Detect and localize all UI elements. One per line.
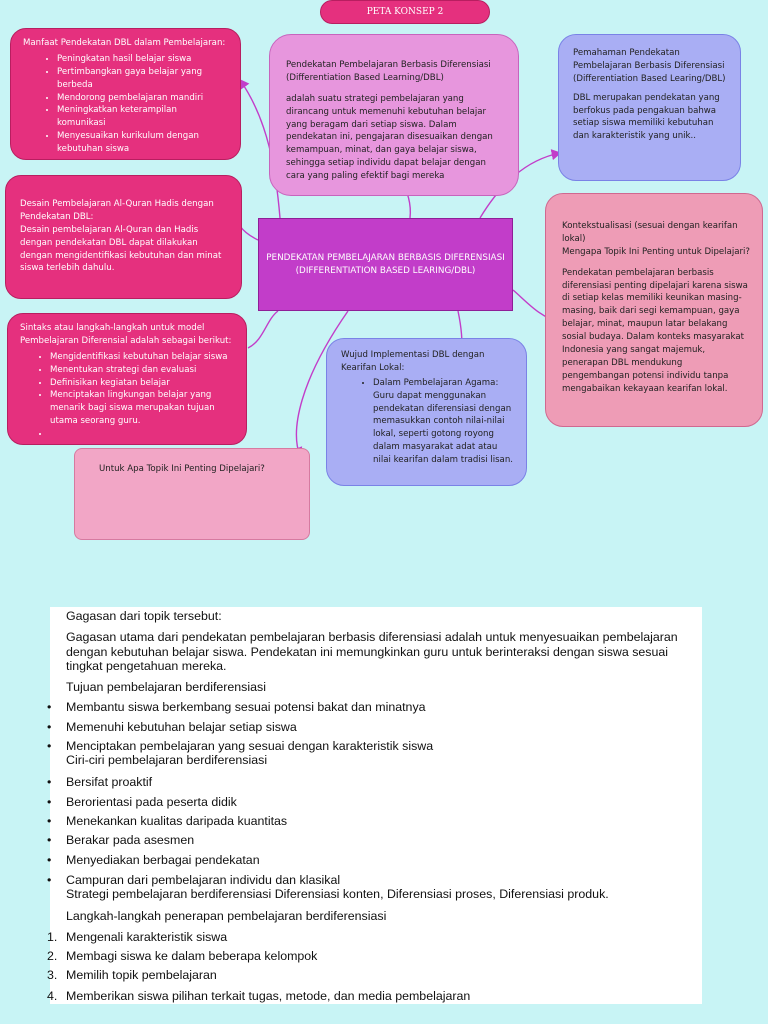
kontekstualisasi-heading: Kontekstualisasi (sesuai dengan kearifan lokal) [562,221,738,244]
desain-body: Desain pembelajaran Al-Quran dan Hadis dengan pendekatan DBL dapat dilakukan dengan mengidentifikasi kebutuhan dan minat siswa terlebih dahulu. [20,224,222,274]
list-item: • Pertimbangkan gaya belajar yang berbeda [57,66,228,92]
list-item: Menyediakan berbagai pendekatan [66,853,260,867]
kontekstualisasi-node [545,193,763,427]
list-number: 1. [47,930,58,944]
untuk-apa-heading: Untuk Apa Topik Ini Penting Dipelajari? [99,464,265,474]
list-item: • Peningkatan hasil belajar siswa [57,53,228,66]
list-item: Berakar pada asesmen [66,833,195,847]
sintaks-node [7,313,247,445]
pemahaman-body: DBL merupakan pendekatan yang berfokus pada pengakuan bahwa setiap siswa memiliki kebutuhan dan karakteristik yang unik.. [573,92,720,142]
sintaks-heading: Sintaks atau langkah-langkah untuk model Pembelajaran Diferensial adalah sebagai berikut: [20,323,232,346]
bullet-icon: • [47,814,52,828]
list-item: Memilih topik pembelajaran [66,968,217,982]
central-concept-line2: (DIFFERENTIATION BASED LEARING/DBL) [295,265,476,276]
sintaks-list [20,351,234,441]
list-number: 3. [47,968,58,982]
bullet-icon: • [47,795,52,809]
kontekstualisasi-body: Pendekatan pembelajaran berbasis diferensiasi penting dipelajari karena siswa di setiap kelas memiliki keunikan masing-masing, baik dari segi kemampuan, gaya belajar, minat, maupun latar belakang sosial budaya. Dalam konteks masyarakat Indonesia yang sangat majemuk, penerapan DBL mendukung pengembangan potensi individu tanpa mengabaikan kekayaan kearifan lokal. [562,267,748,394]
central-concept [258,218,513,311]
definisi-heading: Pendekatan Pembelajaran Berbasis Diferensiasi (Differentiation Based Learning/DBL) [286,60,491,83]
list-item: Menekankan kualitas daripada kuantitas [66,814,288,828]
bullet-icon: • [47,873,52,887]
kontekstualisasi-question: Mengapa Topik Ini Penting untuk Dipelajari? [562,246,750,257]
gagasan-label: Gagasan dari topik tersebut: [66,609,222,623]
central-concept-line1: PENDEKATAN PEMBELAJARAN BERBASIS DIFERENSIASI [266,252,505,263]
list-item: • Dalam Pembelajaran Agama: Guru dapat menggunakan pendekatan diferensiasi dengan memasukkan contoh nilai-nilai lokal, seperti gotong royong dalam masyarakat adat atau nilai kearifan dalam tradisi lisan. [373,377,516,467]
list-item: • Meningkatkan keterampilan komunikasi [57,104,228,130]
desain-heading: Desain Pembelajaran Al-Quran Hadis dengan Pendekatan DBL: [20,199,214,222]
list-item: Membagi siswa ke dalam beberapa kelompok [66,949,318,963]
list-item: Bersifat proaktif [66,775,153,789]
list-item: Campuran dari pembelajaran individu dan klasikal [66,873,341,887]
connector-to-sintaks [248,311,278,348]
gagasan-body: Gagasan utama dari pendekatan pembelajaran berbasis diferensiasi adalah untuk menyesuaikan pembelajaran dengan kebutuhan belajar siswa. Pendekatan ini memungkinkan guru untuk berinteraksi dengan siswa sesuai tingkat pengetahuan mereka. [66,630,678,673]
bullet-icon: • [47,853,52,867]
pemahaman-node [558,34,741,181]
bullet-icon: • [47,720,52,734]
list-item: • Mendorong pembelajaran mandiri [57,92,228,105]
list-item: • Mengidentifikasi kebutuhan belajar siswa [50,351,234,364]
list-item: Membantu siswa berkembang sesuai potensi bakat dan minatnya [66,700,426,714]
strategi-text: Strategi pembelajaran berdiferensiasi Diferensiasi konten, Diferensiasi proses, Diferensiasi produk. [66,887,609,901]
definisi-body: adalah suatu strategi pembelajaran yang dirancang untuk memenuhi kebutuhan belajar yang beragam dari setiap siswa. Dalam pendekatan ini, pengajaran disesuaikan dengan kemampuan, minat, dan gaya belajar siswa, sehingga setiap individu dapat belajar dengan cara yang paling efektif bagi mereka [286,93,493,182]
manfaat-list [23,53,228,156]
pemahaman-heading: Pemahaman Pendekatan Pembelajaran Berbasis Diferensiasi (Differentiation Based Learing/DBL) [573,48,726,84]
connector-to-desain [240,226,258,240]
bullet-icon: • [47,775,52,789]
untuk-apa-node [74,448,310,540]
desain-node [5,175,242,299]
notes-panel [47,607,702,1004]
list-item: • Menentukan strategi dan evaluasi [50,364,234,377]
wujud-list [341,377,516,467]
list-item: Menciptakan pembelajaran yang sesuai dengan karakteristik siswa [66,739,434,753]
concept-map-title: PETA KONSEP 2 [320,0,490,24]
list-item: • Menyesuaikan kurikulum dengan kebutuhan siswa [57,130,228,156]
list-number: 2. [47,949,58,963]
list-item: Mengenali karakteristik siswa [66,930,228,944]
list-item: Memenuhi kebutuhan belajar setiap siswa [66,720,297,734]
list-item [50,428,234,441]
ciri-label: Ciri-ciri pembelajaran berdiferensiasi [66,753,268,767]
manfaat-node [10,28,241,160]
langkah-label: Langkah-langkah penerapan pembelajaran berdiferensiasi [66,909,387,923]
wujud-node [326,338,527,486]
definisi-node [269,34,519,196]
bullet-icon: • [47,739,52,753]
list-item: • Menciptakan lingkungan belajar yang menarik bagi siswa merupakan tujuan utama seorang guru. [50,389,234,428]
wujud-heading: Wujud Implementasi DBL dengan Kearifan Lokal: [341,350,485,373]
manfaat-heading: Manfaat Pendekatan DBL dalam Pembelajaran: [23,38,226,48]
tujuan-label: Tujuan pembelajaran berdiferensiasi [66,680,266,694]
list-item: Memberikan siswa pilihan terkait tugas, metode, dan media pembelajaran [66,989,471,1003]
list-item: • Definisikan kegiatan belajar [50,377,234,390]
bullet-icon: • [47,700,52,714]
list-item: Berorientasi pada peserta didik [66,795,237,809]
bullet-icon: • [47,833,52,847]
list-number: 4. [47,989,58,1003]
